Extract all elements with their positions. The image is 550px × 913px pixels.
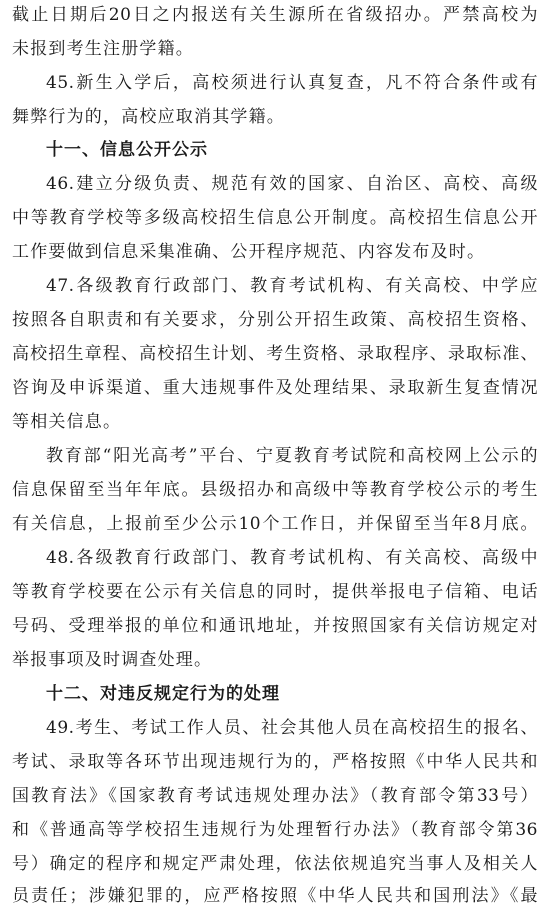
paragraph-line: 信息保留至当年年底。县级招办和高级中等教育学校公示的考生 bbox=[12, 480, 538, 500]
paragraph-line: 考试、录取等各环节出现违规行为的，严格按照《中华人民共和 bbox=[12, 752, 538, 772]
paragraph-line: 中等教育学校等多级高校招生信息公开制度。高校招生信息公开 bbox=[12, 208, 538, 228]
section-heading-information-disclosure: 十一、信息公开公示 bbox=[46, 140, 208, 160]
paragraph-line: 等相关信息。 bbox=[12, 412, 122, 432]
paragraph-49-first-line: 49.考生、考试工作人员、社会其他人员在高校招生的报名、 bbox=[46, 718, 538, 738]
paragraph-line: 舞弊行为的，高校应取消其学籍。 bbox=[12, 107, 285, 127]
paragraph-line: 未报到考生注册学籍。 bbox=[12, 39, 194, 59]
paragraph-line: 号码、受理举报的单位和通讯地址，并按照国家有关信访规定对 bbox=[12, 616, 538, 636]
paragraph-line: 和《普通高等学校招生违规行为处理暂行办法》（教育部令第36 bbox=[12, 820, 538, 840]
paragraph-line: 咨询及申诉渠道、重大违规事件及处理结果、录取新生复查情况 bbox=[12, 378, 538, 398]
paragraph-line: 按照各自职责和有关要求，分别公开招生政策、高校招生资格、 bbox=[12, 310, 538, 330]
paragraph-line: 等教育学校要在公示有关信息的同时，提供举报电子信箱、电话 bbox=[12, 582, 538, 602]
paragraph-line: 号）确定的程序和规定严肃处理，依法依规追究当事人及相关人 bbox=[12, 854, 538, 874]
paragraph-line: 工作要做到信息采集准确、公开程序规范、内容发布及时。 bbox=[12, 242, 486, 262]
paragraph-45-first-line: 45.新生入学后，高校须进行认真复查，凡不符合条件或有 bbox=[46, 73, 538, 93]
paragraph-46-first-line: 46.建立分级负责、规范有效的国家、自治区、高校、高级 bbox=[46, 174, 538, 194]
paragraph-line: 员责任；涉嫌犯罪的，应严格按照《中华人民共和国刑法》《最 bbox=[12, 886, 538, 906]
paragraph-48-first-line: 48.各级教育行政部门、教育考试机构、有关高校、高级中 bbox=[46, 548, 538, 568]
paragraph-47-first-line: 47.各级教育行政部门、教育考试机构、有关高校、中学应 bbox=[46, 276, 538, 296]
paragraph-line: 举报事项及时调查处理。 bbox=[12, 650, 213, 670]
paragraph-47b-first-line: 教育部“阳光高考”平台、宁夏教育考试院和高校网上公示的 bbox=[46, 446, 538, 466]
paragraph-line: 高校招生章程、高校招生计划、考生资格、录取程序、录取标准、 bbox=[12, 344, 538, 364]
section-heading-violations: 十二、对违反规定行为的处理 bbox=[46, 684, 280, 704]
paragraph-line: 截止日期后20日之内报送有关生源所在省级招办。严禁高校为 bbox=[12, 5, 538, 25]
paragraph-line: 国教育法》《国家教育考试违规处理办法》（教育部令第33号） bbox=[12, 786, 538, 806]
paragraph-line: 有关信息，上报前至少公示10个工作日，并保留至当年8月底。 bbox=[12, 514, 538, 534]
